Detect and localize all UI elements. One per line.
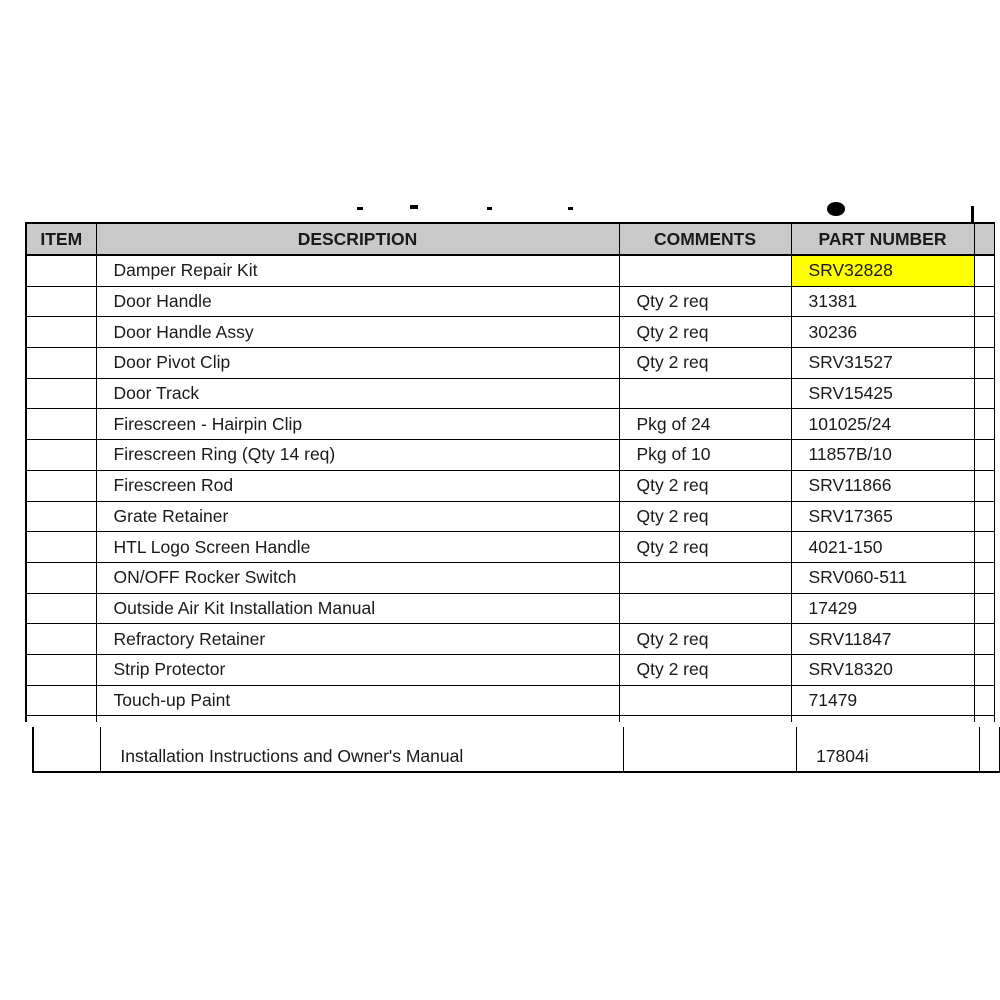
table-row — [26, 286, 994, 317]
row-extra-cell — [974, 317, 994, 348]
row-part-number-cell: SRV31527 — [791, 348, 974, 379]
row-part-number-cell: 31381 — [791, 286, 974, 317]
row-description-cell: Firescreen Rod — [96, 470, 619, 501]
row-part-number-cell: SRV17365 — [791, 501, 974, 532]
scan-speck — [410, 205, 418, 209]
row-extra-cell — [974, 654, 994, 685]
row-extra-cell — [974, 409, 994, 440]
header-part-number: PART NUMBER — [791, 223, 974, 255]
row-extra-cell — [974, 624, 994, 655]
row-part-number-cell: SRV32828 — [791, 255, 974, 286]
row-item-cell — [26, 440, 96, 471]
row-part-number-cell: 101025/24 — [791, 409, 974, 440]
manual-row — [33, 741, 1000, 772]
row-extra-cell — [974, 532, 994, 563]
table-row — [26, 562, 994, 593]
parts-table-body — [26, 255, 994, 722]
row-item-cell — [26, 317, 96, 348]
row-part-number-cell: 30236 — [791, 317, 974, 348]
row-comments-cell — [619, 685, 791, 716]
row-extra-cell — [974, 286, 994, 317]
row-item-cell — [26, 624, 96, 655]
row-description-cell: Refractory Retainer — [96, 624, 619, 655]
header-item: ITEM — [26, 223, 96, 255]
row-extra-cell — [974, 348, 994, 379]
row-comments-cell: Pkg of 24 — [619, 409, 791, 440]
row-description-cell: HTL Logo Screen Handle — [96, 532, 619, 563]
row-description-cell: Door Handle — [96, 286, 619, 317]
row-comments-cell — [619, 593, 791, 624]
row-extra-cell — [974, 685, 994, 716]
row-description-cell: Door Handle Assy — [96, 317, 619, 348]
table-row — [26, 593, 994, 624]
row-part-number-cell: SRV18320 — [791, 654, 974, 685]
header-extra-column — [974, 223, 994, 255]
table-row — [26, 470, 994, 501]
row-part-number-cell: SRV11847 — [791, 624, 974, 655]
row-extra-cell — [974, 593, 994, 624]
row-item-cell — [26, 562, 96, 593]
table-row — [26, 654, 994, 685]
table-row — [26, 255, 994, 286]
row-comments-cell: Pkg of 10 — [619, 440, 791, 471]
manual-comments-cell — [624, 741, 797, 772]
row-comments-cell: Qty 2 req — [619, 348, 791, 379]
row-part-number-cell: 4021-150 — [791, 532, 974, 563]
table-row — [26, 624, 994, 655]
header-comments: COMMENTS — [619, 223, 791, 255]
row-description-cell: Firescreen Ring (Qty 14 req) — [96, 440, 619, 471]
row-description-cell: Firescreen - Hairpin Clip — [96, 409, 619, 440]
row-part-number-cell: 11857B/10 — [791, 440, 974, 471]
manual-part-number-cell: 17804i — [797, 741, 980, 772]
table-row — [26, 440, 994, 471]
row-part-number-cell: SRV060-511 — [791, 562, 974, 593]
row-part-number-cell: SRV15425 — [791, 378, 974, 409]
row-extra-cell — [974, 501, 994, 532]
scan-speck — [357, 207, 363, 210]
row-extra-cell — [974, 562, 994, 593]
row-comments-cell — [619, 255, 791, 286]
row-part-number-cell: 17429 — [791, 593, 974, 624]
row-item-cell — [26, 685, 96, 716]
row-description-cell: Outside Air Kit Installation Manual — [96, 593, 619, 624]
scan-speck — [487, 207, 492, 210]
row-comments-cell: Qty 2 req — [619, 624, 791, 655]
row-item-cell — [26, 532, 96, 563]
scan-artifacts — [0, 0, 1000, 230]
row-extra-cell — [974, 255, 994, 286]
table-row — [26, 317, 994, 348]
row-description-cell: Damper Repair Kit — [96, 255, 619, 286]
table-row — [26, 685, 994, 716]
row-description-cell: Touch-up Paint — [96, 685, 619, 716]
row-part-number-cell: 71479 — [791, 685, 974, 716]
row-description-cell: Grate Retainer — [96, 501, 619, 532]
table-row — [26, 409, 994, 440]
table-row — [26, 501, 994, 532]
row-extra-cell — [974, 470, 994, 501]
manual-extra-cell — [979, 741, 999, 772]
row-item-cell — [26, 409, 96, 440]
row-description-cell: Strip Protector — [96, 654, 619, 685]
row-comments-cell: Qty 2 req — [619, 501, 791, 532]
row-item-cell — [26, 593, 96, 624]
row-description-cell: Door Track — [96, 378, 619, 409]
header-description: DESCRIPTION — [96, 223, 619, 255]
row-item-cell — [26, 348, 96, 379]
table-row — [26, 532, 994, 563]
row-comments-cell: Qty 2 req — [619, 470, 791, 501]
row-item-cell — [26, 470, 96, 501]
table-row-partial — [26, 716, 994, 723]
manual-description-cell: Installation Instructions and Owner's Manual — [101, 741, 624, 772]
row-item-cell — [26, 286, 96, 317]
row-comments-cell: Qty 2 req — [619, 532, 791, 563]
row-item-cell — [26, 654, 96, 685]
scan-speck — [568, 207, 573, 210]
scan-blot — [827, 202, 845, 216]
table-row — [26, 378, 994, 409]
manual-table — [32, 727, 1000, 773]
row-item-cell — [26, 255, 96, 286]
row-comments-cell — [619, 562, 791, 593]
row-extra-cell — [974, 378, 994, 409]
row-description-cell: ON/OFF Rocker Switch — [96, 562, 619, 593]
row-comments-cell: Qty 2 req — [619, 317, 791, 348]
row-comments-cell: Qty 2 req — [619, 654, 791, 685]
manual-spacer-row — [33, 727, 1000, 741]
row-part-number-cell: SRV11866 — [791, 470, 974, 501]
row-item-cell — [26, 501, 96, 532]
table-row — [26, 348, 994, 379]
manual-item-cell — [33, 741, 101, 772]
row-extra-cell — [974, 440, 994, 471]
row-comments-cell: Qty 2 req — [619, 286, 791, 317]
row-comments-cell — [619, 378, 791, 409]
row-description-cell: Door Pivot Clip — [96, 348, 619, 379]
row-item-cell — [26, 378, 96, 409]
parts-table — [25, 222, 995, 722]
table-header-row — [26, 223, 994, 255]
